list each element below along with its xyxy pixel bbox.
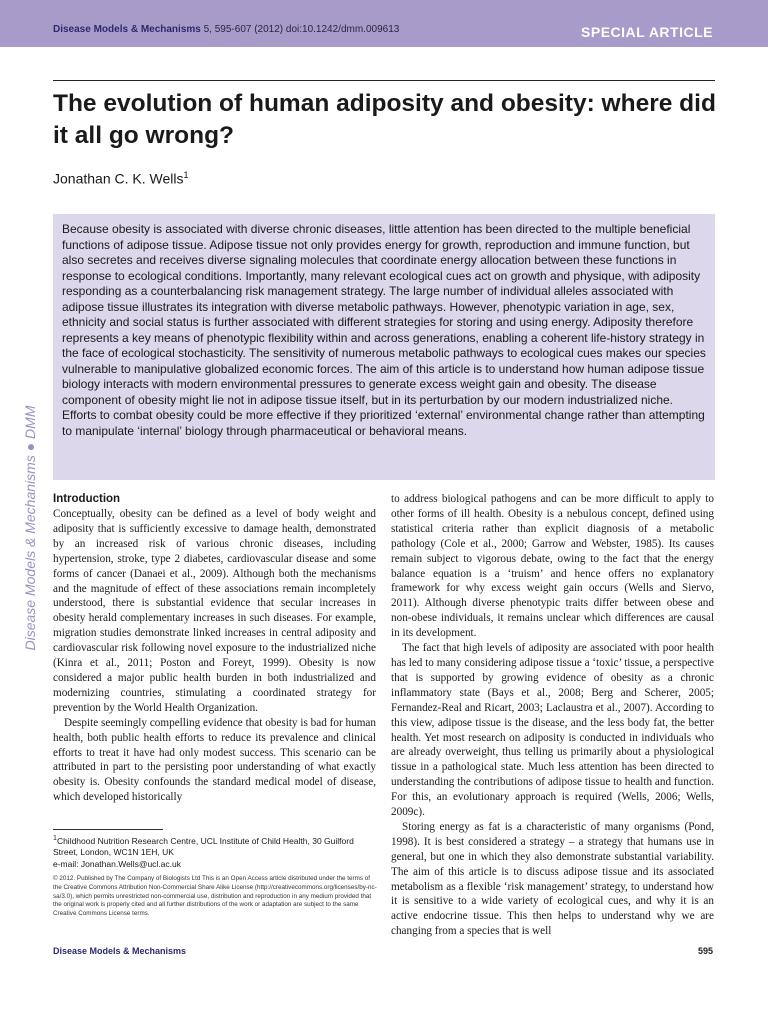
abstract-box: Because obesity is associated with diverse chronic diseases, little attention has been directed to the multiple beneficial functions of adipose tissue. Adipose tissue not only provides energy for growth, reproduction and immune function, but also secretes and receives diverse signaling molecules that coordinate energy allocation between these functions in response to ecological conditions. Importantly, many relevant ecological cues act on growth and physique, with adiposity responding as a counterbalancing risk management strategy. The large number of individual alleles associated with adipose tissue illustrates its integration with diverse metabolic pathways. However, phenotypic variation in age, sex, ethnicity and social status is further associated with different strategies for storing and using energy. Adiposity therefore represents a key means of phenotypic flexibility within and across generations, enabling a coherent life-history strategy in the face of ecological stochasticity. The sensitivity of numerous metabolic pathways to ecological cues makes our species vulnerable to manipulative globalized economic forces. The aim of this article is to understand how human adipose tissue biology interacts with modern environmental pressures to generate excess weight gain and obesity. The disease component of obesity might lie not in adipose tissue itself, but in its perturbation by our modern industrialized niche. Efforts to combat obesity could be more effective if they prioritized ‘external’ environmental change rather than attempting to manipulate ‘internal’ biology through pharmaceutical or behavioral means. (53, 214, 715, 480)
body-column-left (53, 492, 376, 805)
page-number: 595 (697, 946, 713, 956)
journal-name[interactable]: Disease Models & Mechanisms (53, 24, 201, 35)
paragraph: Despite seemingly compelling evidence that obesity is bad for human health, both public health efforts to reduce its prevalence and clinical efforts to treat it have had only modest success. This scenario can be attributed in part to the persisting poor understanding of what exactly obesity is. Obesity confounds the standard medical model of disease, which developed historically (53, 716, 376, 804)
section-heading-introduction: Introduction (53, 493, 121, 505)
paragraph: to address biological pathogens and can be more difficult to apply to other forms of ill health. Obesity is a nebulous concept, defined using statistical criteria rather than explicit diagnosis of a metabolic pathology (Cole et al., 2000; Garrow and Webster, 1985). Its causes remain subject to vigorous debate, owing to the fact that the energy balance equation is a ‘truism’ and hence offers no explanatory framework for why excess weight gain occurs (Wells and Siervo, 2011). Although diverse phenotypic traits differ between obese and non-obese individuals, it remains unclear which differences are causal in its development. (391, 493, 714, 640)
paragraph: The fact that high levels of adiposity are associated with poor health has led to many considering adipose tissue a ‘toxic’ tissue, a perspective that is supported by growing evidence of obesity as a chronic inflammatory state (Bays et al., 2008; Berg and Scherer, 2005; Fernandez-Real and Ricart, 2003; Laclaustra et al., 2007). According to this view, adipose tissue is the disease, and the less body fat, the better health. Yet most research on adiposity is conducted in individuals who are already overweight, thus telling us primarily about a physiological tissue in a pathological state. Much less attention has been directed to understanding the contributions of adipose tissue to health and function. For this, an evolutionary approach is required (Wells, 2006; Wells, 2009c). (391, 642, 714, 819)
header-band (0, 0, 768, 47)
affiliation-text: Childhood Nutrition Research Centre, UCL Institute of Child Health, 30 Guilford Street, London, WC1N 1EH, UK (53, 835, 354, 858)
paragraph: Storing energy as fat is a characteristic of many organisms (Pond, 1998). It is best considered a strategy – a strategy that humans use in general, but one in which they also demonstrate substantial variability. The aim of this article is to discuss adipose tissue and its associated metabolism as a flexible ‘risk management’ strategy, to understand how it is sensitive to a wide variety of ecological cues, and why it is an active endocrine tissue. This then helps to understand why we are changing from a species that is well (391, 820, 714, 938)
paragraph: Conceptually, obesity can be defined as a level of body weight and adiposity that is sufficiently excessive to damage health, demonstrated by an increased risk of various chronic diseases, including hypertension, stroke, type 2 diabetes, cardiovascular disease and some forms of cancer (Danaei et al., 2009). Although both the mechanisms and the magnitude of effect of these associations remain incompletely understood, there is substantial evidence that secular increases in obesity herald complementary increases in such diseases. For example, migration studies demonstrate linked increases in central adiposity and cardiovascular risk following novel exposure to the industrialized niche (Kinra et al., 2011; Poston and Foreyt, 1999). Obesity is now considered a major public health burden in both industrialized and modernizing countries, stimulating a coordinated strategy for prevention by the World Health Organization. (53, 508, 376, 714)
affiliation-marker: 1 (53, 834, 57, 842)
article-title: The evolution of human adiposity and obesity: where did it all go wrong? (53, 90, 716, 149)
footnote-rule (53, 829, 163, 830)
journal-citation (53, 24, 399, 35)
author-line (53, 170, 189, 187)
author-name[interactable]: Jonathan C. K. Wells (53, 170, 184, 187)
citation-details: 5, 595-607 (2012) doi:10.1242/dmm.009613 (200, 24, 400, 35)
footer-journal-name: Disease Models & Mechanisms (53, 946, 187, 956)
author-email[interactable]: e-mail: Jonathan.Wells@ucl.ac.uk (53, 858, 181, 869)
article-type-label: SPECIAL ARTICLE (581, 24, 713, 40)
author-affiliation-marker: 1 (183, 170, 189, 180)
body-column-right (391, 492, 714, 939)
license-notice: © 2012. Published by The Company of Biologists Ltd This is an Open Access article distributed under the terms of the Creative Commons Attribution Non-Commercial Share Alike License (http://creativecommons.org/licenses/by-nc-sa/3.0), which permits unrestricted non-commercial use, distribution and reproduction in any medium provided that the original work is properly cited and all further distributions of the work or adaptation are subject to the same Creative Commons License terms. (53, 875, 377, 918)
journal-sidebar-text: Disease Models & Mechanisms ● DMM (22, 405, 38, 651)
title-rule (53, 80, 715, 81)
author-affiliation (53, 833, 378, 870)
